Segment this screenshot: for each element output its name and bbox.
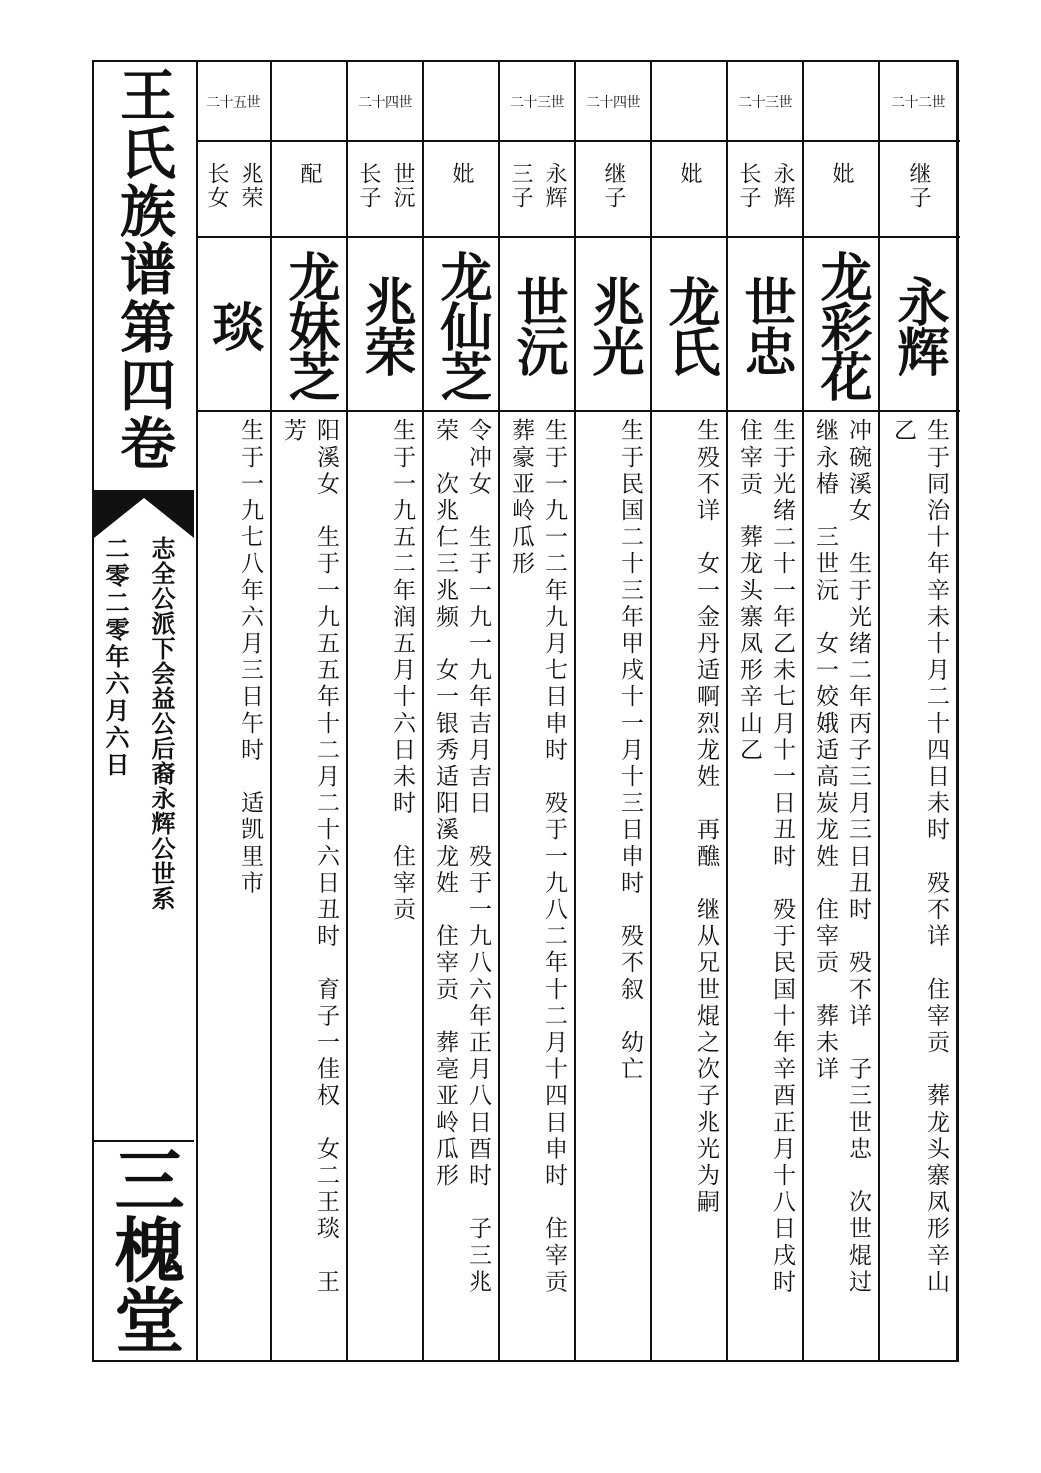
relation-text: 继子 [601, 162, 626, 210]
person-name-text: 兆荣 [355, 275, 416, 375]
generation-label: 二十三世 [510, 95, 564, 111]
generation-label: 二十五世 [206, 95, 260, 111]
relation-text: 三子 [508, 162, 533, 210]
entry-column [576, 62, 652, 1360]
generation-label [272, 62, 346, 142]
generation-label: 二十四世 [358, 95, 412, 111]
relation-label [348, 144, 422, 238]
relation-text: 妣 [829, 162, 854, 186]
relation-label [804, 144, 878, 238]
relation-label [728, 144, 802, 238]
relation-label [880, 144, 956, 238]
relation-label [576, 144, 650, 238]
fishtail-ornament [94, 498, 194, 538]
person-name-text: 世忠 [735, 275, 796, 375]
relation-text: 妣 [449, 162, 474, 186]
hall-name-text: 三槐堂 [103, 1144, 186, 1354]
biography-text: 生于一九一二年九月七日申时 殁于一九八二年十二月十四日申时 住宰贡 葬豪亚岭瓜形 [508, 418, 567, 1296]
relation-text: 兆荣 [238, 162, 263, 210]
entry-column [804, 62, 880, 1360]
biography-text: 生于同治十年辛未十月二十四日未时 殁不详 住宰贡 葬龙头寨凤形辛山 乙 [890, 418, 949, 1296]
entry-column [880, 62, 956, 1360]
relation-text: 配 [297, 162, 322, 186]
person-name [576, 240, 650, 410]
title-divider-band [94, 490, 194, 498]
lineage-subtitle: 志全公派下会益公后裔永辉公世系 [147, 536, 176, 911]
person-name [804, 240, 878, 410]
relation-text: 永辉 [542, 162, 567, 210]
person-name [880, 240, 956, 410]
biography-text: 阳溪女 生于一九五五年十二月二十六日丑时 育子一佳权 女二王琰 王 芳 [280, 418, 339, 1296]
relation-label [196, 144, 270, 238]
person-name-text: 龙仙芝 [431, 250, 492, 400]
entry-column [500, 62, 576, 1360]
biography-text: 令冲女 生于一九一九年吉月吉日 殁于一九八六年正月八日酉时 子三兆 荣 次兆仁三兆频 女一银秀适阳溪龙姓 住宰贡 葬亳亚岭瓜形 [432, 418, 491, 1296]
book-title [94, 62, 194, 490]
person-name-text: 龙彩花 [811, 250, 872, 400]
generation-label: 二十四世 [586, 95, 640, 111]
biography-text: 生于一九七八年六月三日午时 适凯里市 [237, 418, 263, 897]
generation-label [804, 62, 878, 142]
relation-text: 永辉 [770, 162, 795, 210]
person-name-text: 琰 [203, 300, 264, 350]
genealogy-page [92, 60, 958, 1362]
entry-column [272, 62, 348, 1360]
biography-text: 生于民国二十三年甲戌十一月十三日申时 殁不叙 幼亡 [617, 418, 643, 1083]
generation-label: 二十三世 [738, 95, 792, 111]
sidebar [94, 62, 198, 1360]
generation-label [424, 62, 498, 142]
person-name-text: 世沅 [507, 275, 568, 375]
relation-label [500, 144, 574, 238]
relation-text: 世沅 [390, 162, 415, 210]
person-name [728, 240, 802, 410]
relation-text: 继子 [906, 162, 931, 210]
relation-text: 长子 [356, 162, 381, 210]
relation-label [272, 144, 346, 238]
person-name [500, 240, 574, 410]
relation-text: 妣 [677, 162, 702, 186]
person-name [424, 240, 498, 410]
entry-column [348, 62, 424, 1360]
relation-label [652, 144, 726, 238]
person-name-text: 永辉 [888, 275, 949, 375]
person-name-text: 龙妹芝 [279, 250, 340, 400]
book-title-text: 王氏族谱第四卷 [111, 66, 177, 472]
generation-label: 二十二世 [891, 95, 945, 111]
compile-date: 二零二零年六月六日 [101, 536, 130, 779]
entry-column [652, 62, 728, 1360]
biography-text: 生于光绪二十一年乙未七月十一日丑时 殁于民国十年辛酉正月十八日戌时 住宰贡 葬龙头寨凤形辛山乙 [736, 418, 795, 1296]
person-name [348, 240, 422, 410]
entry-column [424, 62, 500, 1360]
person-name [272, 240, 346, 410]
person-name [196, 240, 270, 410]
person-name-text: 兆光 [583, 275, 644, 375]
biography-text: 冲碗溪女 生于光绪二年丙子三月三日丑时 殁不详 子三世忠 次世焜过 继永椿 三世沅 女一姣娥适高炭龙姓 住宰贡 葬未详 [812, 418, 871, 1296]
person-name-text: 龙氏 [659, 275, 720, 375]
biography-text: 生殁不详 女一金丹适啊烈龙姓 再醮 继从兄世焜之次子兆光为嗣 [693, 418, 719, 1216]
relation-label [424, 144, 498, 238]
generation-label [652, 62, 726, 142]
entry-column [728, 62, 804, 1360]
entry-column [196, 62, 272, 1360]
relation-text: 长子 [736, 162, 761, 210]
hall-name [94, 1144, 194, 1354]
relation-text: 长女 [204, 162, 229, 210]
biography-text: 生于一九五二年润五月十六日未时 住宰贡 [389, 418, 415, 924]
person-name [652, 240, 726, 410]
